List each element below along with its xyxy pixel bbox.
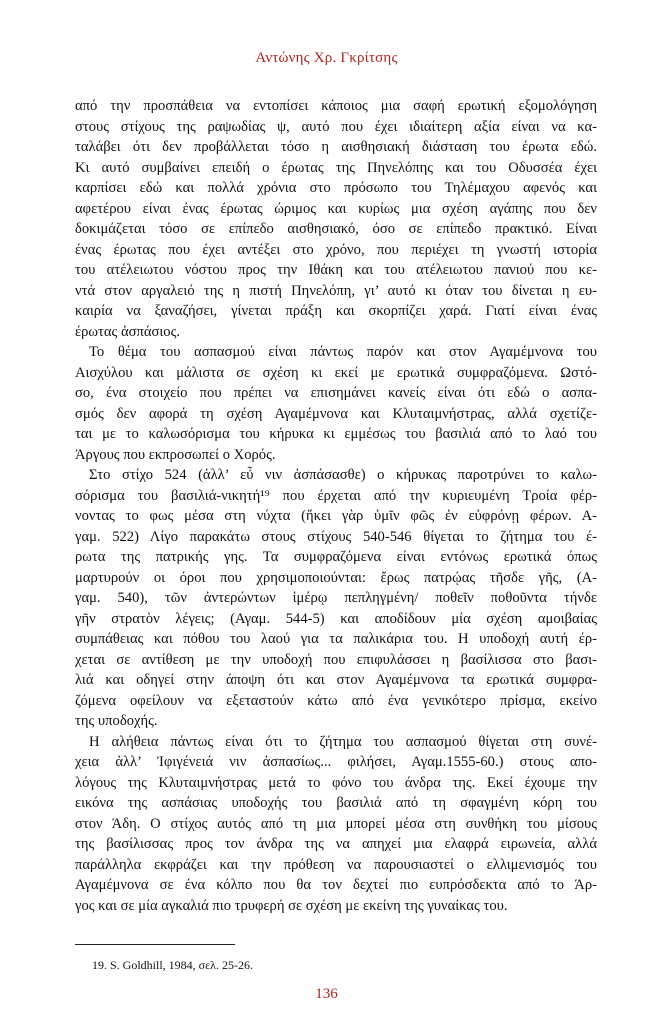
paragraph <box>75 96 597 342</box>
text-line: γος και σε μία αγκαλιά πιο τρυφερή σε σχέση με εκείνη της γυναίκας του. <box>75 897 508 914</box>
text-line: της βασίλισσας προς τον άνδρα της να απηχεί μια ελαφρά ειρωνεία, αλλά <box>75 836 597 852</box>
text-line: καιρία να ξαναζήσει, γίνεται πράξη και σκορπίζει χαρά. Γιατί είναι ένας <box>75 303 597 319</box>
text-line: ται με το καλωσόρισμα του κήρυκα κι εμμέσως του βασιλιά από το λαό του <box>75 426 597 442</box>
text-line: του ατέλειωτου νόστου προς την Ιθάκη και του ατέλειωτου πανιού που κε- <box>75 262 597 278</box>
text-line: αφετέρου είναι ένας έρωτας ώριμος και κυρίως μια σχέση αγάπης που δεν <box>75 200 597 217</box>
text-line: Αισχύλου και μάλιστα σε σχέση κι εκεί με ερωτικά συμφραζόμενα. Ωστό- <box>75 364 597 381</box>
text-line: Άργους που εκπροσωπεί ο Χορός. <box>75 446 276 463</box>
text-line: γῆν στρατὸν λέγεις; (Αγαμ. 544-5) και αποδίδουν μία σχέση αμοιβαίας <box>75 610 597 627</box>
text-line: Αγαμέμνονα σε ένα κόλπο που θα τον δεχτεί πιο ευπρόσδεκτα από το Άρ- <box>75 877 597 893</box>
text-line: στους στίχους της ραψωδίας ψ, αυτό που έχει ιδιαίτερη αξία είναι να κα- <box>75 118 597 135</box>
text-line: ταλάβει ότι δεν προβάλλεται τόσο η αισθησιακή διάσταση του έρωτα εδώ. <box>75 139 597 155</box>
text-line: γαμ. 522) Λίγο παρακάτω στους στίχους 540-546 θίγεται το ζήτημα του έ- <box>75 528 597 545</box>
text-line: της υποδοχής. <box>75 713 158 729</box>
paragraph <box>75 732 597 917</box>
text-line: καρπίσει εδώ και πολλά χρόνια στο πρόσωπο του Τηλέμαχου αφενός και <box>75 180 597 196</box>
text-line: έρωτας ἀσπάσιος. <box>75 323 180 340</box>
text-line: ρωτα της πατρικής γης. Τα συμφραζόμενα είναι εντόνως ερωτικά όπως <box>75 549 597 565</box>
page-number: 136 <box>315 986 338 1002</box>
text-line: Το θέμα του ασπασμού είναι πάντως παρόν και στον Αγαμέμνονα του <box>89 344 597 360</box>
text-line: ντά στον αργαλειό της η πιστή Πηνελόπη, γι’ αυτό κι όταν του δίνεται η ευ- <box>75 282 597 299</box>
text-line: ένας έρωτας που έχει αντέξει στο χρόνο, που περιέχει τη γνωστή ιστορία <box>75 241 597 258</box>
text-line: σόρισμα του βασιλιά-νικητή¹⁹ που έρχεται από την κυριευμένη Τροία φέρ- <box>75 487 597 504</box>
text-line: Κι αυτό συμβαίνει επειδή ο έρωτας της Πηνελόπης και του Οδυσσέα έχει <box>75 159 597 176</box>
text-line: σμός δεν αφορά τη σχέση Αγαμέμνονα και Κλυταιμνήστρας, αλλά σχετίζε- <box>75 405 597 422</box>
text-line: μαρτυρούν οι όροι που χρησιμοποιούνται: ἔρως πατρῴας τῆσδε γῆς, (Α- <box>75 569 597 586</box>
text-line: συμπάθειας και πόθου του λαού για τα παλικάρια του. Η υποδοχή αυτή έρ- <box>75 631 597 647</box>
text-line: δοκιμάζεται τόσο σε επίπεδο αισθησιακό, όσο σε επίπεδο πρακτικό. Είναι <box>75 221 597 237</box>
text-line: στον Άδη. Ο στίχος αυτός από τη μια μπορεί μέσα στη συνθήκη του μίσους <box>75 815 597 832</box>
paragraph <box>75 465 597 732</box>
text-line: σο, ένα στοιχείο που πρέπει να επισημάνει κανείς είναι ότι εδώ ο ασπα- <box>75 385 597 401</box>
text-line: Στο στίχο 524 (ἀλλ’ εὖ νιν ἀσπάσασθε) ο κήρυκας παροτρύνει το καλω- <box>89 467 597 483</box>
text-line: εικόνα της ασπάσιας υποδοχής του βασιλιά από τη σφαγμένη κόρη του <box>75 795 597 811</box>
text-line: χεται σε αντίθεση με την υποδοχή που επιφυλάσσει η βασίλισσα στο βασι- <box>75 651 597 668</box>
text-line: Η αλήθεια πάντως είναι ότι το ζήτημα του ασπασμού θίγεται στη συνέ- <box>89 733 597 750</box>
body-text <box>75 96 597 916</box>
text-line: χεια ἀλλ’ Ἰφιγένειά νιν ἀσπασίως... φιλήσει, Αγαμ.1555-60.) στους απο- <box>75 754 597 770</box>
text-line: παράλληλα εκφράζει και την πρόθεση να παρουσιαστεί ο ελλιμενισμός του <box>75 856 597 873</box>
footnote: 19. S. Goldhill, 1984, σελ. 25-26. <box>92 958 253 972</box>
text-line: λόγους της Κλυταιμνήστρας μετά το φόνο του άνδρα της. Εκεί έχουμε την <box>75 774 597 791</box>
running-head: Αντώνης Χρ. Γκρίτσης <box>255 50 398 66</box>
footnote-rule <box>75 944 235 945</box>
paragraph <box>75 342 597 465</box>
text-line: λιά και οδηγεί στην άποψη ότι και στον Αγαμέμνονα τα ερωτικά συμφρα- <box>75 672 597 688</box>
text-line: νοντας το φως μέσα στη νύχτα (ἥκει γὰρ ὑμῖν φῶς ἐν εὐφρόνῃ φέρων. Α- <box>75 508 597 524</box>
text-line: από την προσπάθεια να εντοπίσει κάποιος μια σαφή ερωτική εξομολόγηση <box>75 98 597 114</box>
text-line: γαμ. 540), τῶν ἀντερώντων ἱμέρῳ πεπληγμένη/ ποθεῖν ποθοῦντα τήνδε <box>75 590 597 606</box>
text-line: ζόμενα οφείλουν να εξεταστούν κάτω από ένα γενικότερο πρίσμα, εκείνο <box>75 692 597 709</box>
